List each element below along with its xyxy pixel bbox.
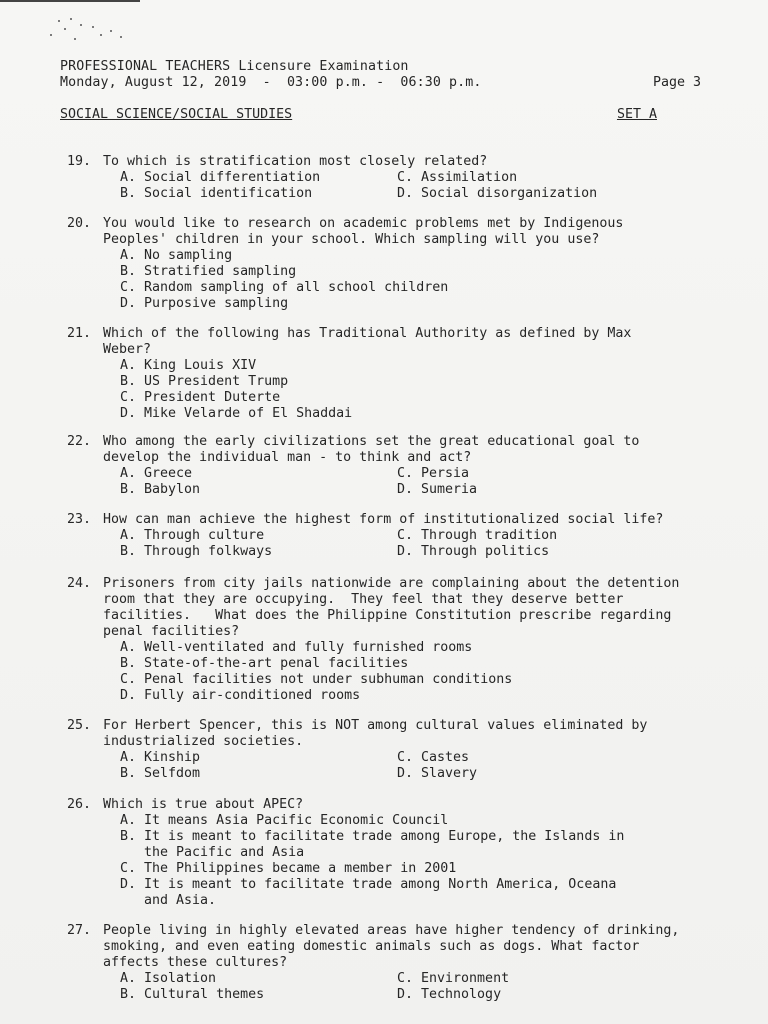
- answer-option: B. Social identification: [120, 186, 313, 201]
- question-text: For Herbert Spencer, this is NOT among cultural values eliminated by industrialized societies.: [103, 718, 648, 749]
- question-text: People living in highly elevated areas have higher tendency of drinking, smoking, and even eating domestic animals such as dogs. What factor affects these cultures?: [103, 923, 680, 970]
- answer-option: D. Slavery: [397, 766, 478, 781]
- answer-option: A. Kinship: [120, 750, 201, 765]
- answer-option: B. Cultural themes: [120, 987, 265, 1002]
- answer-options: [120, 528, 767, 560]
- answer-option: B. It is meant to facilitate trade among Europe, the Islands in the Pacific and Asia: [120, 829, 625, 860]
- page-number: Page 3: [652, 75, 701, 90]
- question-text: Which of the following has Traditional Authority as defined by Max Weber?: [103, 326, 632, 357]
- question-item: [67, 326, 767, 422]
- question-item: [67, 154, 767, 202]
- answer-option: A. Well-ventilated and fully furnished rooms: [120, 640, 473, 655]
- question-stem: [67, 718, 767, 750]
- answer-option: A. Social differentiation: [120, 170, 321, 185]
- question-stem: [67, 923, 767, 971]
- question-item: [67, 434, 767, 498]
- answer-option: C. Castes: [397, 750, 470, 765]
- answer-option: C. Persia: [397, 466, 470, 481]
- answer-options: [120, 358, 767, 422]
- answer-option: A. No sampling: [120, 248, 233, 263]
- answer-option: D. Sumeria: [397, 482, 478, 497]
- answer-option: A. It means Asia Pacific Economic Council: [120, 813, 449, 828]
- answer-options: [120, 813, 767, 909]
- question-stem: [67, 216, 767, 248]
- answer-option: D. Fully air-conditioned rooms: [120, 688, 361, 703]
- set-label: SET A: [616, 107, 657, 122]
- answer-option: D. Social disorganization: [397, 186, 598, 201]
- question-stem: [67, 576, 767, 640]
- question-number: 21.: [67, 326, 92, 341]
- top-rule: [0, 0, 140, 2]
- question-item: [67, 923, 767, 1003]
- question-item: [67, 512, 767, 560]
- question-stem: [67, 512, 767, 528]
- answer-option: D. Mike Velarde of El Shaddai: [120, 406, 353, 421]
- question-number: 19.: [67, 154, 92, 169]
- answer-option: D. Purposive sampling: [120, 296, 289, 311]
- answer-option: C. Random sampling of all school children: [120, 280, 449, 295]
- question-text: Prisoners from city jails nationwide are complaining about the detention room that they are occupying. They feel that they deserve better facilities. What does the Philippine Constitution prescribe regarding penal facilities?: [103, 576, 680, 639]
- answer-options: [120, 640, 767, 704]
- question-number: 26.: [67, 797, 92, 812]
- question-item: [67, 797, 767, 909]
- answer-option: C. President Duterte: [120, 390, 281, 405]
- answer-option: B. US President Trump: [120, 374, 289, 389]
- answer-option: A. Isolation: [120, 971, 217, 986]
- answer-option: C. Penal facilities not under subhuman conditions: [120, 672, 513, 687]
- question-text: To which is stratification most closely related?: [103, 154, 488, 169]
- answer-option: B. Stratified sampling: [120, 264, 297, 279]
- question-text: Who among the early civilizations set the great educational goal to develop the individual man - to think and act?: [103, 434, 640, 465]
- question-text: Which is true about APEC?: [103, 797, 304, 812]
- question-number: 27.: [67, 923, 92, 938]
- answer-options: [120, 248, 767, 312]
- answer-option: C. The Philippines became a member in 2001: [120, 861, 457, 876]
- question-number: 23.: [67, 512, 92, 527]
- question-stem: [67, 797, 767, 813]
- answer-option: D. It is meant to facilitate trade among North America, Oceana and Asia.: [120, 877, 617, 908]
- answer-option: C. Environment: [397, 971, 510, 986]
- question-number: 22.: [67, 434, 92, 449]
- answer-option: A. Through culture: [120, 528, 265, 543]
- question-stem: [67, 434, 767, 466]
- exam-schedule: Monday, August 12, 2019 - 03:00 p.m. - 06:30 p.m.: [60, 75, 482, 90]
- answer-option: C. Through tradition: [397, 528, 558, 543]
- question-item: [67, 718, 767, 782]
- answer-option: A. Greece: [120, 466, 193, 481]
- question-stem: [67, 154, 767, 170]
- question-item: [67, 216, 767, 312]
- question-text: How can man achieve the highest form of institutionalized social life?: [103, 512, 664, 527]
- question-number: 24.: [67, 576, 92, 591]
- question-number: 20.: [67, 216, 92, 231]
- answer-option: B. Babylon: [120, 482, 201, 497]
- answer-option: D. Technology: [397, 987, 502, 1002]
- answer-options: [120, 750, 767, 782]
- answer-option: C. Assimilation: [397, 170, 518, 185]
- answer-option: B. Selfdom: [120, 766, 201, 781]
- scan-specks: [40, 14, 140, 54]
- answer-option: D. Through politics: [397, 544, 550, 559]
- answer-option: B. State-of-the-art penal facilities: [120, 656, 409, 671]
- answer-options: [120, 466, 767, 498]
- answer-options: [120, 971, 767, 1003]
- answer-options: [120, 170, 767, 202]
- answer-option: B. Through folkways: [120, 544, 273, 559]
- question-number: 25.: [67, 718, 92, 733]
- answer-option: A. King Louis XIV: [120, 358, 257, 373]
- subject-title: SOCIAL SCIENCE/SOCIAL STUDIES: [60, 107, 293, 122]
- exam-title: PROFESSIONAL TEACHERS Licensure Examination: [60, 59, 409, 74]
- question-text: You would like to research on academic problems met by Indigenous Peoples' children in your school. Which sampling will you use?: [103, 216, 624, 247]
- question-item: [67, 576, 767, 704]
- question-stem: [67, 326, 767, 358]
